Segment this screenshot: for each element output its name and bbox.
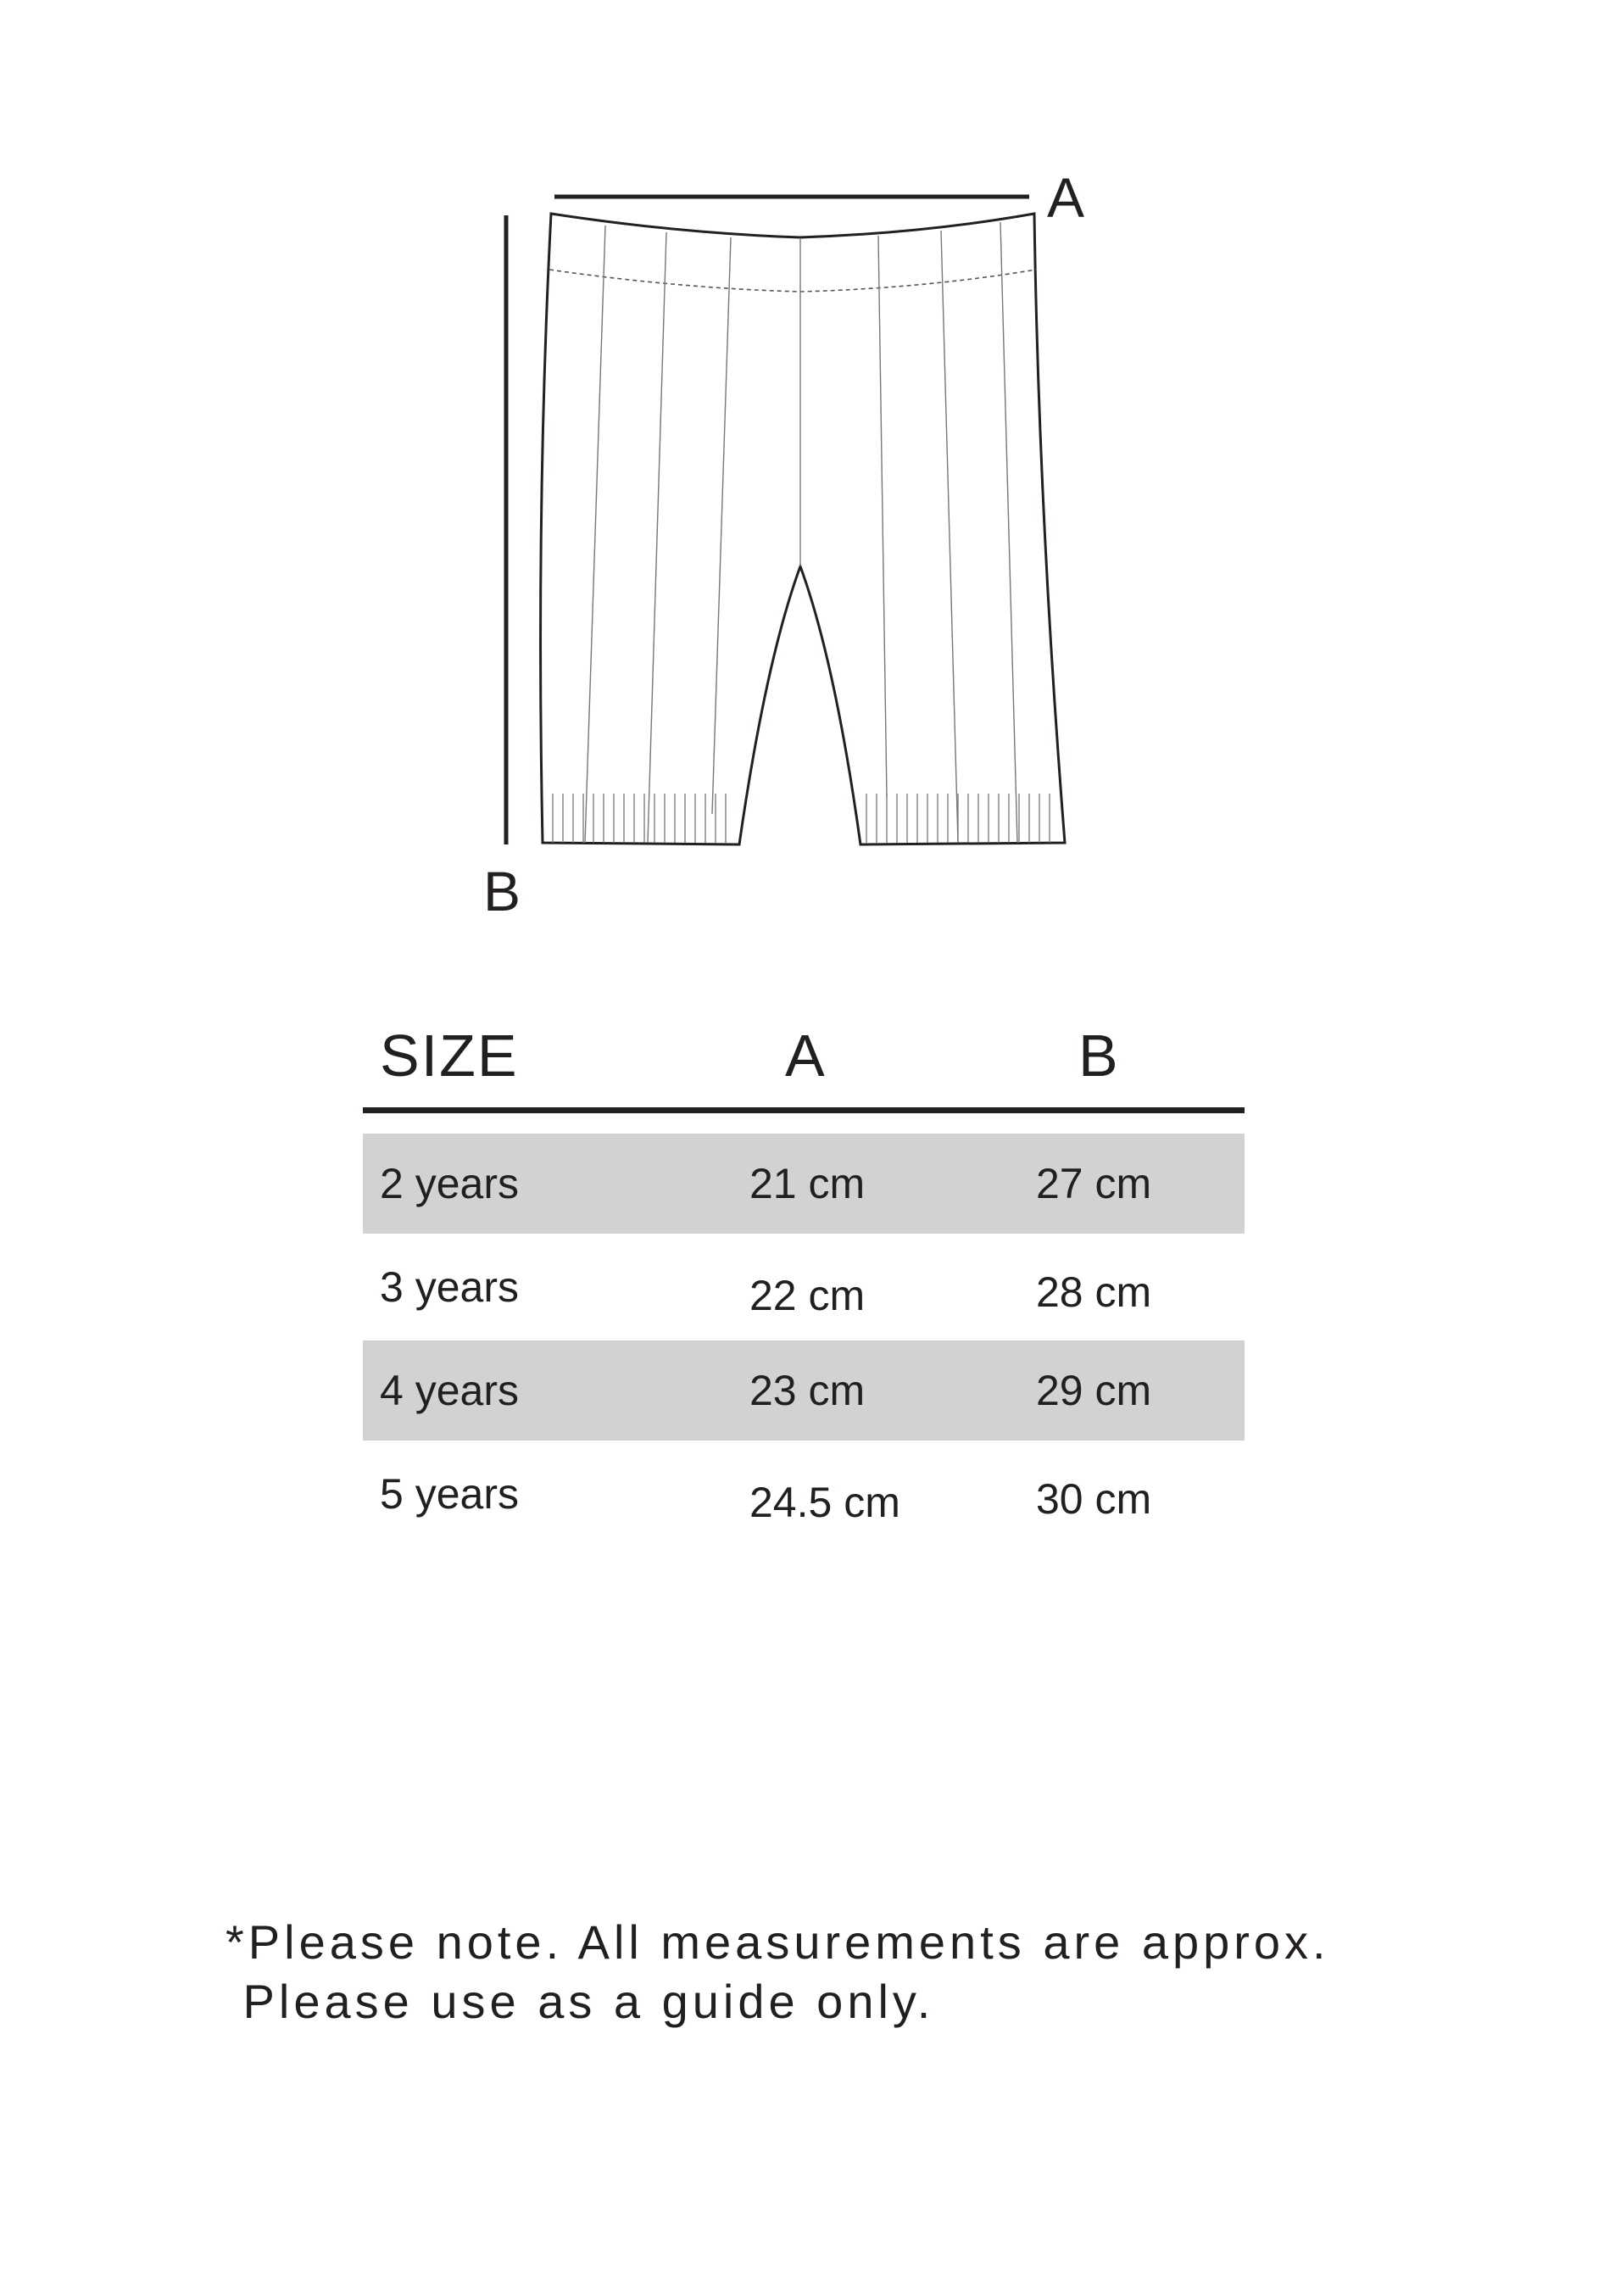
size-chart-table [363, 1009, 1245, 1547]
table-row [363, 1237, 1245, 1337]
cell-size: 5 years [380, 1470, 519, 1518]
shorts-measurement-diagram [0, 0, 1604, 950]
cell-a: 24.5 cm [749, 1479, 900, 1526]
rib-lines [585, 222, 1017, 843]
cell-a: 23 cm [749, 1367, 866, 1414]
cell-size: 2 years [380, 1160, 519, 1207]
left-hem-ribbing [553, 794, 726, 843]
table-row [363, 1444, 1245, 1544]
table-body [363, 1134, 1245, 1544]
shorts-illustration [0, 0, 1604, 950]
cell-size: 4 years [380, 1367, 519, 1414]
note-line-2: Please use as a guide only. [226, 1975, 935, 2028]
header-a: A [785, 1023, 827, 1089]
waistband-stitch [549, 270, 1036, 292]
cell-a: 22 cm [749, 1272, 866, 1319]
cell-b: 29 cm [1036, 1367, 1152, 1414]
cell-a: 21 cm [749, 1160, 866, 1207]
header-size: SIZE [380, 1023, 519, 1089]
cell-b: 30 cm [1036, 1475, 1152, 1523]
cell-size: 3 years [380, 1263, 519, 1311]
dimension-label-b: B [483, 860, 521, 922]
shorts-outline [541, 214, 1065, 844]
header-b: B [1078, 1023, 1120, 1089]
cell-b: 27 cm [1036, 1160, 1152, 1207]
table-header [363, 1009, 1245, 1113]
right-hem-ribbing [866, 794, 1050, 843]
table-row [363, 1340, 1245, 1441]
note-line-1: *Please note. All measurements are approx. [226, 1915, 1330, 1969]
dimension-label-a: A [1047, 166, 1085, 229]
cell-b: 28 cm [1036, 1268, 1152, 1316]
table-row [363, 1134, 1245, 1234]
measurement-note [226, 1913, 1497, 2031]
